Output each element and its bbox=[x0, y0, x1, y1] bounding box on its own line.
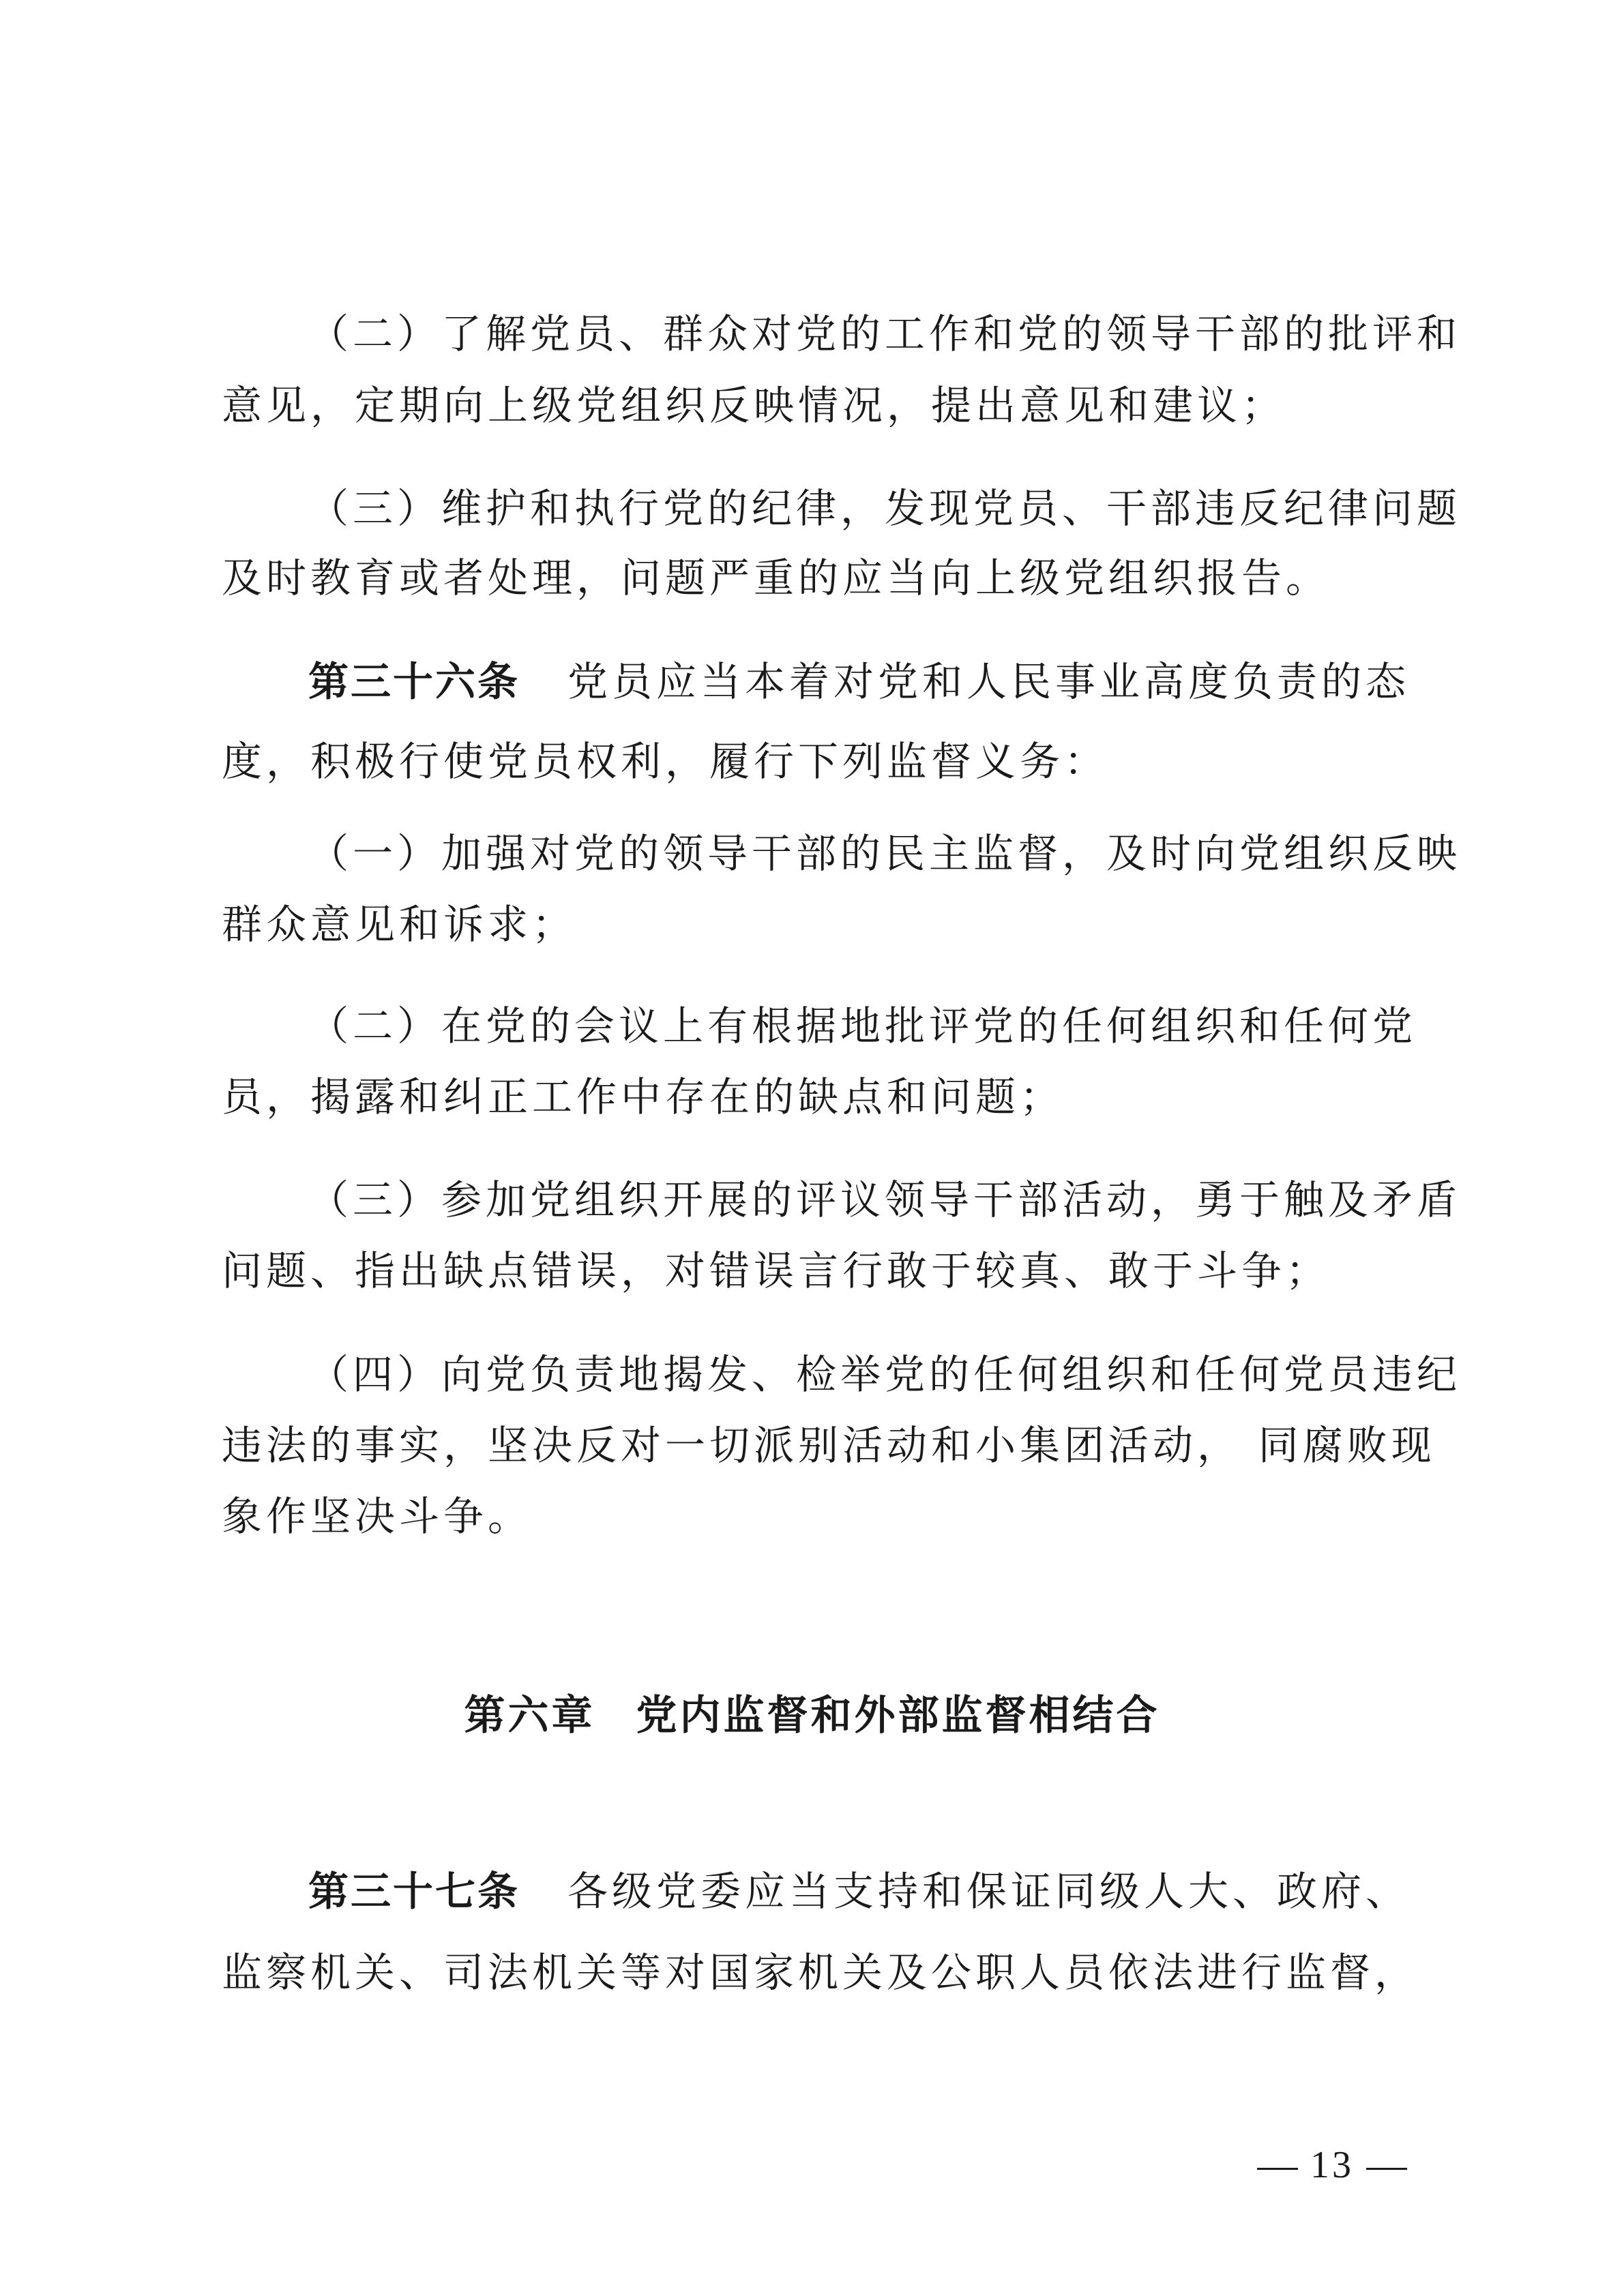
body-line: （二）了解党员、群众对党的工作和党的领导干部的批评和 bbox=[308, 310, 1462, 357]
article-36-text: 党员应当本着对党和人民事业高度负责的态 bbox=[567, 658, 1411, 705]
chapter-title: 党内监督和外部监督相结合 bbox=[636, 1692, 1160, 1740]
body-line: （三）参加党组织开展的评议领导干部活动，勇于触及矛盾 bbox=[308, 1176, 1462, 1223]
article-36-heading bbox=[308, 655, 1410, 709]
body-line: （四）向党负责地揭发、检举党的任何组织和任何党员违纪 bbox=[308, 1351, 1462, 1398]
body-line: 群众意见和诉求； bbox=[222, 901, 577, 948]
article-37-heading bbox=[308, 1864, 1410, 1919]
article-36-number: 第三十六条 bbox=[308, 658, 520, 705]
body-line: 问题、指出缺点错误，对错误言行敢于较真、敢于斗争； bbox=[222, 1247, 1331, 1294]
article-37-number: 第三十七条 bbox=[308, 1868, 520, 1915]
page-number bbox=[1245, 2141, 1419, 2189]
chapter-number: 第六章 bbox=[464, 1692, 595, 1740]
body-line: （三）维护和执行党的纪律，发现党员、干部违反纪律问题 bbox=[308, 485, 1462, 532]
chapter-heading bbox=[0, 1688, 1624, 1743]
body-line: 监察机关、司法机关等对国家机关及公职人员依法进行监督， bbox=[222, 1949, 1419, 1996]
body-line: （一）加强对党的领导干部的民主监督，及时向党组织反映 bbox=[308, 830, 1462, 877]
article-37-text: 各级党委应当支持和保证同级人大、政府、 bbox=[567, 1868, 1411, 1915]
body-line: 象作坚决斗争。 bbox=[222, 1493, 533, 1540]
page-number-dash-left bbox=[1257, 2168, 1298, 2170]
body-line: 及时教育或者处理，问题严重的应当向上级党组织报告。 bbox=[222, 554, 1331, 601]
body-line: （二）在党的会议上有根据地批评党的任何组织和任何党 bbox=[308, 1002, 1417, 1049]
body-line: 员，揭露和纠正工作中存在的缺点和问题； bbox=[222, 1073, 1065, 1120]
page-number-dash-right bbox=[1366, 2168, 1407, 2170]
page-number-value: 13 bbox=[1310, 2144, 1354, 2186]
body-line: 意见，定期向上级党组织反映情况，提出意见和建议； bbox=[222, 382, 1286, 429]
body-line: 违法的事实，坚决反对一切派别活动和小集团活动， 同腐败现 bbox=[222, 1422, 1436, 1469]
body-line: 度，积极行使党员权利，履行下列监督义务： bbox=[222, 738, 1109, 785]
